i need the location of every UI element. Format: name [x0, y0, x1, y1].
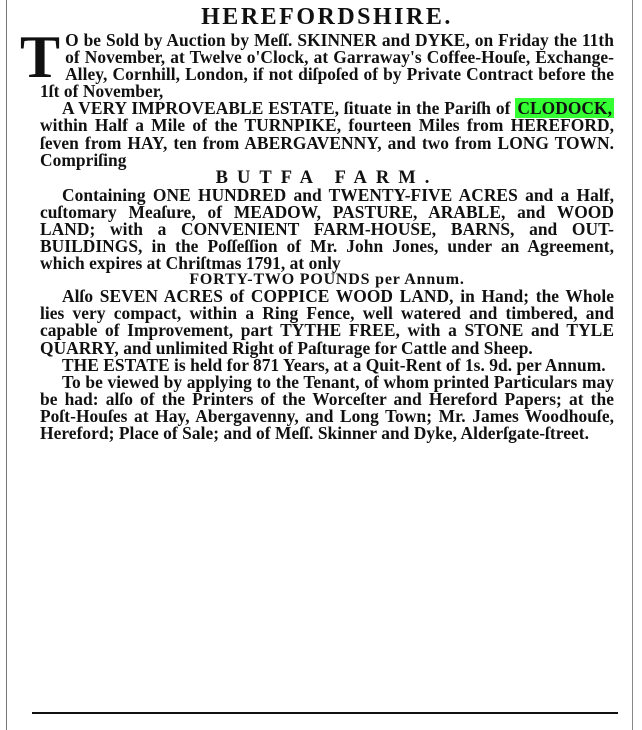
intro-text: O be Sold by Auction by Meſſ. SKINNER and DYKE, on Friday the 11th of November, at Twelve o'Clock, at Garraway's Coffee-Houſe, Exchange-Alley, Cornhill, London, if not diſpoſed of by Private Contract before the 1ſt of November,	[40, 30, 614, 102]
containing-paragraph: Containing ONE HUNDRED and TWENTY-FIVE ACRES and a Half, cuſtomary Meaſure, of MEADOW, PASTURE, ARABLE, and WOOD LAND; with a CONVENIENT FARM-HOUSE, BARNS, and OUT-BUILDINGS, in the Poſſeſſion of Mr. John Jones, under an Agreement, which expires at Chriſtmas 1791, at only	[40, 184, 614, 274]
viewing-paragraph: To be viewed by applying to the Tenant, of whom printed Particulars may be had: alſo of the Printers of the Worceſter and Hereford Papers; at the Poſt-Houſes at Hay, Abergavenny, and Long Town; Mr. James Woodhouſe, Hereford; Place of Sale; and of Meſſ. Skinner and Dyke, Alderſgate-ſtreet.	[40, 371, 614, 443]
clodock-highlight: CLODOCK,	[517, 98, 612, 119]
bottom-rule	[32, 712, 618, 714]
right-column-rule	[632, 0, 633, 730]
left-column-rule	[6, 0, 7, 730]
advertisement	[20, 4, 614, 443]
price-line: FORTY-TWO POUNDS per Annum.	[189, 271, 465, 289]
drop-cap: T	[20, 24, 61, 90]
heading: HEREFORDSHIRE.	[201, 4, 453, 30]
farm-name: BUTFA FARM.	[215, 167, 439, 188]
estate-text-before: A VERY IMPROVEABLE ESTATE, ſituate in the Pariſh of	[62, 98, 516, 119]
coppice-paragraph: Alſo SEVEN ACRES of COPPICE WOOD LAND, in Hand; the Whole lies very compact, within a Ring Fence, well watered and timbered, and capable of Improvement, part TYTHE FREE, with a STONE and TYLE QUARRY, and unlimited Right of Paſturage for Cattle and Sheep.	[40, 286, 614, 358]
intro-paragraph	[20, 24, 614, 102]
estate-paragraph	[40, 100, 614, 168]
estate-text-after: within Half a Mile of the TURNPIKE, fourteen Miles from HEREFORD, ſeven from HAY, ten from ABERGAVENNY, and two from LONG TOWN. Compriſing	[40, 115, 614, 170]
quit-rent-paragraph: THE ESTATE is held for 871 Years, at a Quit-Rent of 1s. 9d. per Annum.	[62, 354, 606, 375]
